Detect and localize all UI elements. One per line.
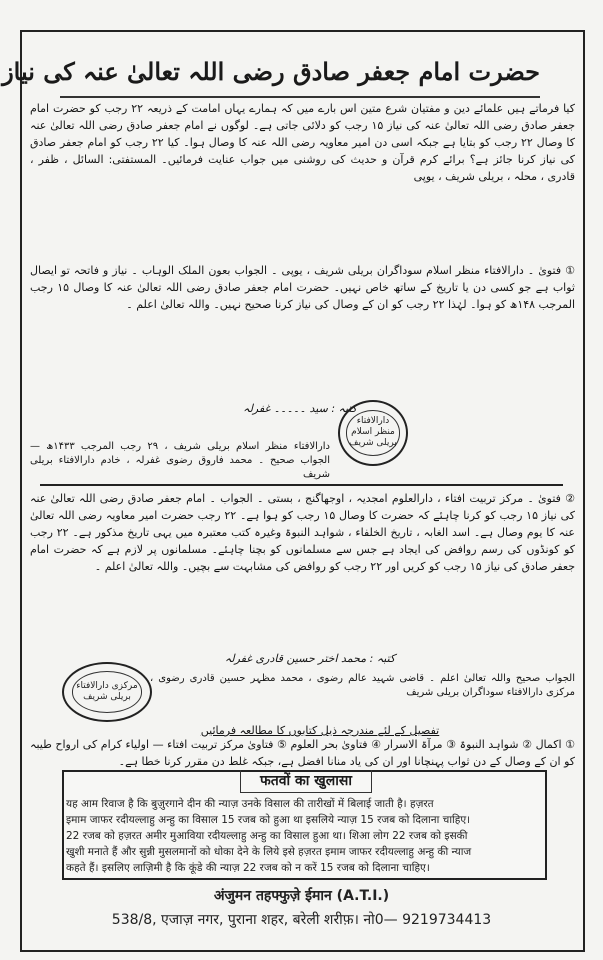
seal-stamp-2: [62, 662, 152, 722]
seal-stamp-1-text: دارالافتاء منظر اسلام بریلی شریف: [346, 410, 401, 455]
question-text: کیا فرماتے ہیں علمائے دین و مفتیان شرع متین اس بارے میں کہ ہمارے یہاں امامت کے ذریعہ ۲۲ رجب کو حضرت امام جعفر صادق رضی اللہ تعالیٰ عنہ کی نیاز ۱۵ رجب کو دلائی جاتی ہے۔ لوگوں نے امام جعفر صادق رضی اللہ تعالیٰ عنہ کا وصال ۲۲ رجب کو بتایا ہے جبکہ اسی دن امیر معاویہ رضی اللہ عنہ کا وصال ہوا۔ کیا ۲۲ رجب کو امام جعفر صادق کی نیاز کرنا جائز ہے؟ برائے کرم قرآن و حدیث کی روشنی میں جواب عنایت فرمائیں۔ المستفتی: السائل ، ظفر ، قادری ، محلہ ، بریلی شریف ، یوپی: [30, 102, 576, 183]
summary-line: कहते हैं। इसलिए लाज़िमी है कि कूंडे की न्याज़ 22 रजब को न करें 15 रजब को दिलाना चाहिए।: [66, 862, 430, 874]
references-list: ① اکمال ② شواہد النبوۃ ③ مرآۃ الاسرار ④ فتاویٰ بحر العلوم ⑤ فتاویٰ مرکز تربیت افتاء — اولیاء کرام کی ارواح طیبہ کو ان کے وصال کے دن ثواب پہنچانا اور ان کی یاد منانا افضل ہے، جبکہ غلط دن مقرر کرنا خطا ہے۔: [30, 738, 575, 768]
summary-heading: फतवों का खुलासा: [240, 770, 372, 793]
references-heading: تفصیل کے لئے مندرجہ ذیل کتابوں کا مطالعہ فرمائیں: [200, 724, 440, 737]
section-divider: [40, 484, 563, 486]
signature-1: کتبہ : سید ۔۔۔۔۔ غفرلہ: [243, 402, 357, 415]
seal-stamp-2-text: مرکزی دارالافتاء بریلی شریف: [72, 671, 143, 712]
fatwa-1-footer: دارالافتاء منظر اسلام بریلی شریف ، ۲۹ رجب المرجب ۱۴۳۳ھ — الجواب صحیح ۔ محمد فاروق رضوی غفرلہ ، خادم دارالافتاء بریلی شریف: [30, 441, 330, 480]
organization-address: 538/8, एजाज़ नगर, पुराना शहर, बरेली शरीफ़। नो0— 9219734413: [111, 912, 492, 928]
summary-line: खुशी मनाते हैं और सुन्नी मुसलमानों को धोका देने के लिये इसे हज़रत इमाम जाफर रदीयल्लाहु अन्हु की न्याज: [66, 846, 472, 858]
page-title: حضرت امام جعفر صادق رضی اللہ تعالیٰ عنہ کی نیاز: [60, 48, 540, 98]
seal-stamp-1: [338, 400, 408, 466]
summary-line: इमाम जाफर रदीयल्लाहु अन्हु का विसाल 15 रजब को हुआ था इसलिये न्याज़ 15 रजब को दिलाना चाहिए।: [66, 814, 471, 826]
fatwa-2-text: ② فتویٰ ۔ مرکز تربیت افتاء ، دارالعلوم امجدیہ ، اوجھاگنج ، بستی ۔ الجواب ۔ امام جعفر صادق رضی اللہ تعالیٰ عنہ کی نیاز ۱۵ رجب کو کرنا چاہئے کہ حضرت کا وصال ۱۵ رجب کو ہوا ہے۔ ۲۲ رجب حضرت امیر معاویہ رضی اللہ تعالیٰ عنہ کا یوم وصال ہے۔ اسد الغابہ ، تاریخ الخلفاء ، شواہد النبوۃ وغیرہ کتب معتبرہ میں یہی تاریخ مذکور ہے۔ ۲۲ رجب کو کونڈوں کی رسم روافض کی ایجاد ہے جس سے مسلمانوں کو بچنا چاہئے۔ مسلمانوں پر لازم ہے کہ حضرت امام جعفر صادق کی نیاز ۱۵ رجب کو کریں اور ۲۲ رجب کو روافض کی مشابہت سے بچیں۔ واللہ تعالیٰ اعلم ۔: [30, 492, 575, 573]
fatwa-2-footer: الجواب صحیح واللہ تعالیٰ اعلم ۔ قاضی شہید عالم رضوی ، محمد مظہر حسین قادری رضوی ، مرکزی دارالافتاء سوداگران بریلی شریف: [150, 673, 575, 698]
summary-line: 22 रजब को हज़रत अमीर मुआविया रदीयल्लाहु अन्हु का विसाल हुआ था। शिआ लोग 22 रजब को इसकी: [66, 830, 468, 842]
organization-name: अंजुमन तहफ्फुज़े ईमान (A.T.I.): [213, 888, 390, 904]
signature-2: کتبہ : محمد اختر حسین قادری غفرلہ: [224, 652, 396, 665]
fatwa-1-text: ① فتویٰ ۔ دارالافتاء منظر اسلام سوداگران بریلی شریف ، یوپی ۔ الجواب بعون الملک الوہاب ۔ نیاز و فاتحہ تو ایصال ثواب ہے جو کسی دن یا تاریخ کے ساتھ خاص نہیں۔ حضرت امام جعفر صادق رضی اللہ تعالیٰ عنہ کا وصال ۱۵ رجب المرجب ۱۴۸ھ کو ہوا۔ لہٰذا ۲۲ رجب کو ان کے وصال کی نیاز کرنا صحیح نہیں۔ واللہ تعالیٰ اعلم ۔: [30, 264, 575, 311]
summary-line: यह आम रिवाज है कि बुज़ुरगाने दीन की न्याज़ उनके विसाल की तारीखों में बिलाई जाती है। हज़रत: [66, 798, 434, 810]
